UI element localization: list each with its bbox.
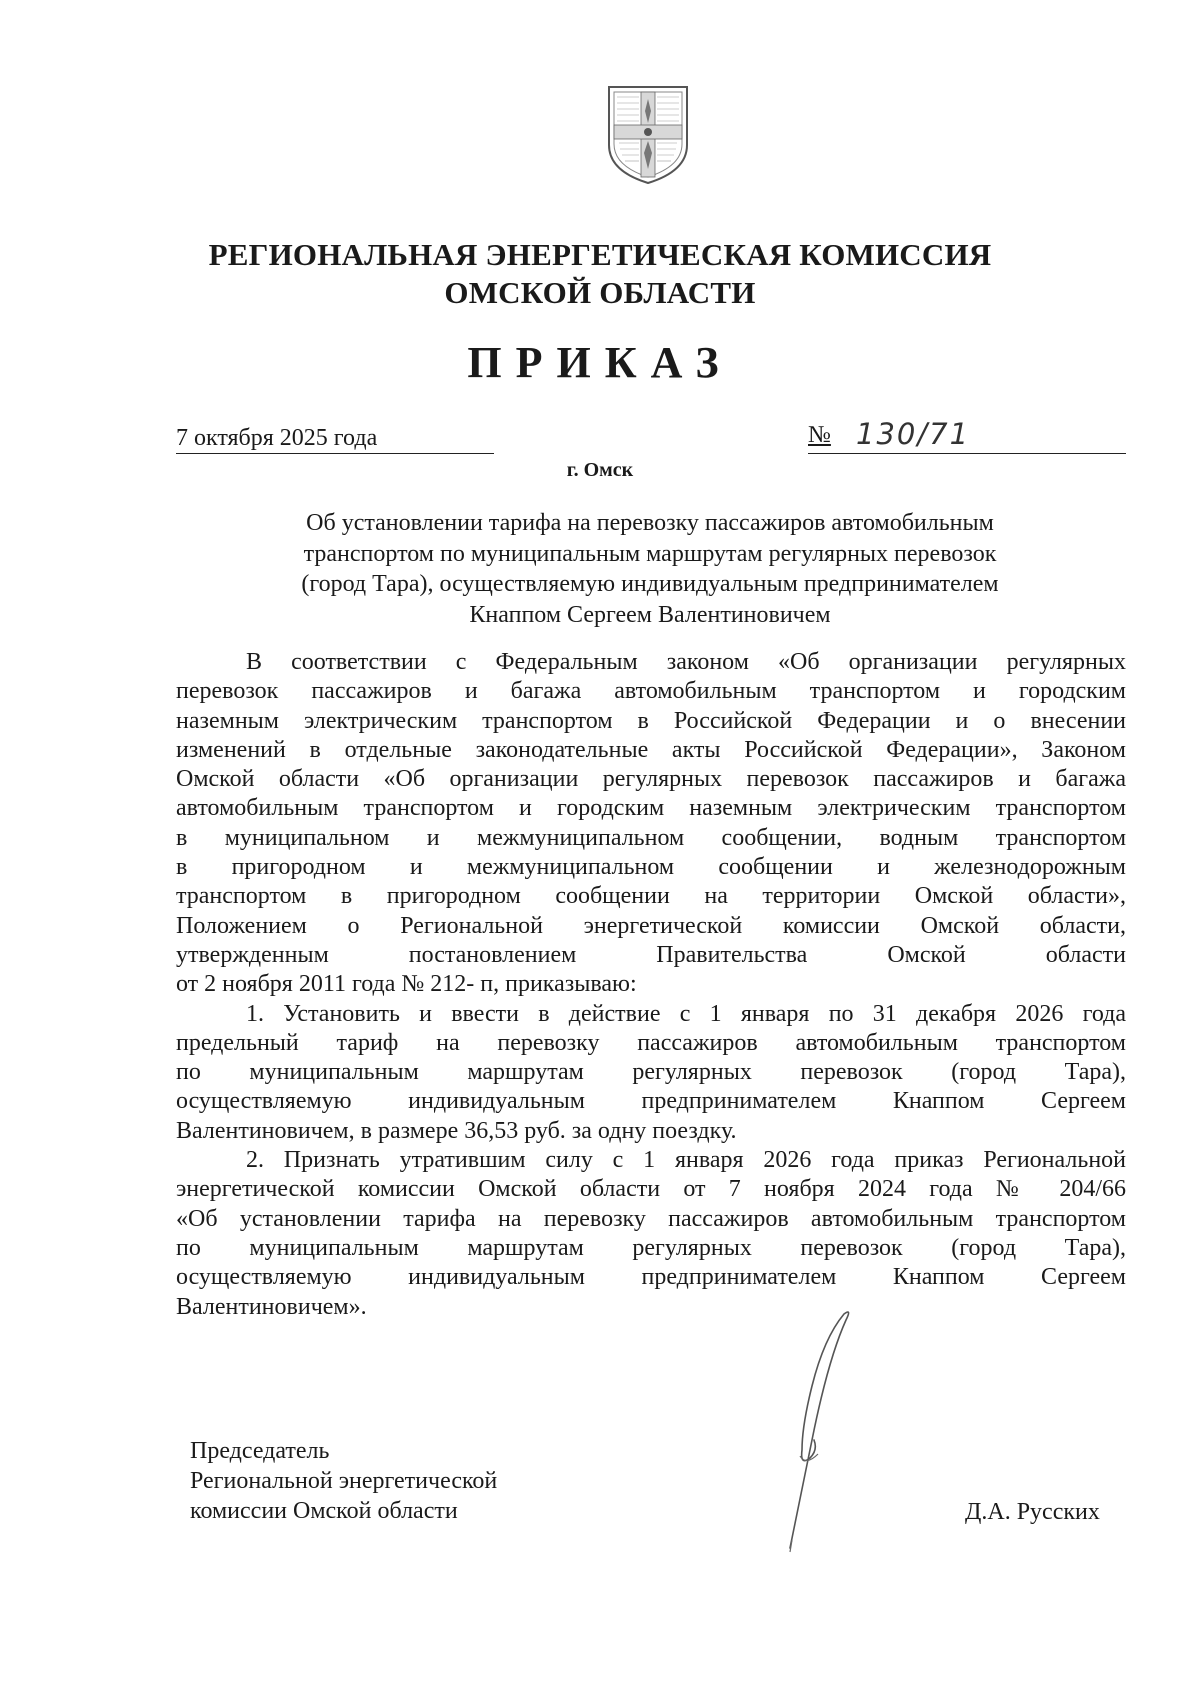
body-line: Омской области «Об организации регулярных перевозок пассажиров и багажа bbox=[176, 766, 1126, 793]
body-line: в пригородном и межмуниципальном сообщении и железнодорожным bbox=[176, 854, 1126, 881]
body-line: перевозок пассажиров и багажа автомобильным транспортом и городским bbox=[176, 678, 1126, 705]
document-number-field bbox=[808, 419, 1126, 454]
document-date: 7 октября 2025 года bbox=[176, 423, 494, 454]
document-city: г. Омск bbox=[566, 459, 634, 481]
subject-line: транспортом по муниципальным маршрутам регулярных перевозок bbox=[303, 540, 997, 567]
subject-line: (город Тара), осуществляемую индивидуальным предпринимателем bbox=[301, 571, 999, 597]
body-line: Валентиновичем». bbox=[176, 1293, 367, 1320]
body-line: осуществляемую индивидуальным предпринимателем Кнаппом Сергеем bbox=[176, 1264, 1126, 1291]
signatory-position bbox=[190, 1436, 497, 1526]
coat-of-arms-icon bbox=[603, 83, 693, 187]
body-line: от 2 ноября 2011 года № 212- п, приказываю: bbox=[176, 971, 637, 998]
body-line: утвержденным постановлением Правительства Омской области bbox=[176, 941, 1126, 968]
body-line: В соответствии с Федеральным законом «Об организации регулярных bbox=[246, 649, 1126, 675]
position-line: комиссии Омской области bbox=[190, 1498, 458, 1524]
body-line: Положением о Региональной энергетической комиссии Омской области, bbox=[176, 912, 1126, 939]
signer-name: Д.А. Русских bbox=[965, 1499, 1100, 1525]
subject-line: Кнаппом Сергеем Валентиновичем bbox=[469, 601, 831, 628]
body-line: 1. Установить и ввести в действие с 1 января по 31 декабря 2026 года bbox=[246, 1000, 1126, 1027]
body-line: по муниципальным маршрутам регулярных перевозок (город Тара), bbox=[176, 1059, 1126, 1086]
number-sign: № bbox=[808, 422, 831, 448]
document-body bbox=[176, 648, 1126, 1322]
body-line: в муниципальном и межмуниципальном сообщении, водным транспортом bbox=[176, 824, 1126, 851]
body-line: изменений в отдельные законодательные акты Российской Федерации», Законом bbox=[176, 736, 1126, 763]
document-number-handwritten: 130/71 bbox=[856, 417, 971, 451]
handwritten-signature bbox=[720, 1290, 870, 1570]
position-line: Председатель bbox=[190, 1438, 330, 1464]
body-line: по муниципальным маршрутам регулярных перевозок (город Тара), bbox=[176, 1234, 1126, 1261]
body-line: автомобильным транспортом и городским наземным электрическим транспортом bbox=[176, 795, 1126, 822]
body-line: 2. Признать утратившим силу с 1 января 2026 года приказ Региональной bbox=[246, 1147, 1126, 1174]
document-subject bbox=[176, 508, 1124, 630]
organization-title-line1: РЕГИОНАЛЬНАЯ ЭНЕРГЕТИЧЕСКАЯ КОМИССИЯ bbox=[208, 237, 992, 272]
position-line: Региональной энергетической bbox=[190, 1468, 498, 1494]
document-type-title: ПРИКАЗ bbox=[467, 338, 733, 387]
subject-line: Об установлении тарифа на перевозку пассажиров автомобильным bbox=[306, 510, 994, 536]
body-line: предельный тариф на перевозку пассажиров автомобильным транспортом bbox=[176, 1029, 1126, 1056]
body-line: транспортом в пригородном сообщении на территории Омской области», bbox=[176, 883, 1126, 910]
body-line: осуществляемую индивидуальным предпринимателем Кнаппом Сергеем bbox=[176, 1088, 1126, 1115]
body-line: энергетической комиссии Омской области от 7 ноября 2024 года № 204/66 bbox=[176, 1176, 1126, 1203]
body-line: наземным электрическим транспортом в Российской Федерации и о внесении bbox=[176, 707, 1126, 734]
body-line: Валентиновичем, в размере 36,53 руб. за одну поездку. bbox=[176, 1117, 737, 1144]
body-line: «Об установлении тарифа на перевозку пассажиров автомобильным транспортом bbox=[176, 1205, 1126, 1232]
organization-title-line2: ОМСКОЙ ОБЛАСТИ bbox=[444, 275, 756, 310]
